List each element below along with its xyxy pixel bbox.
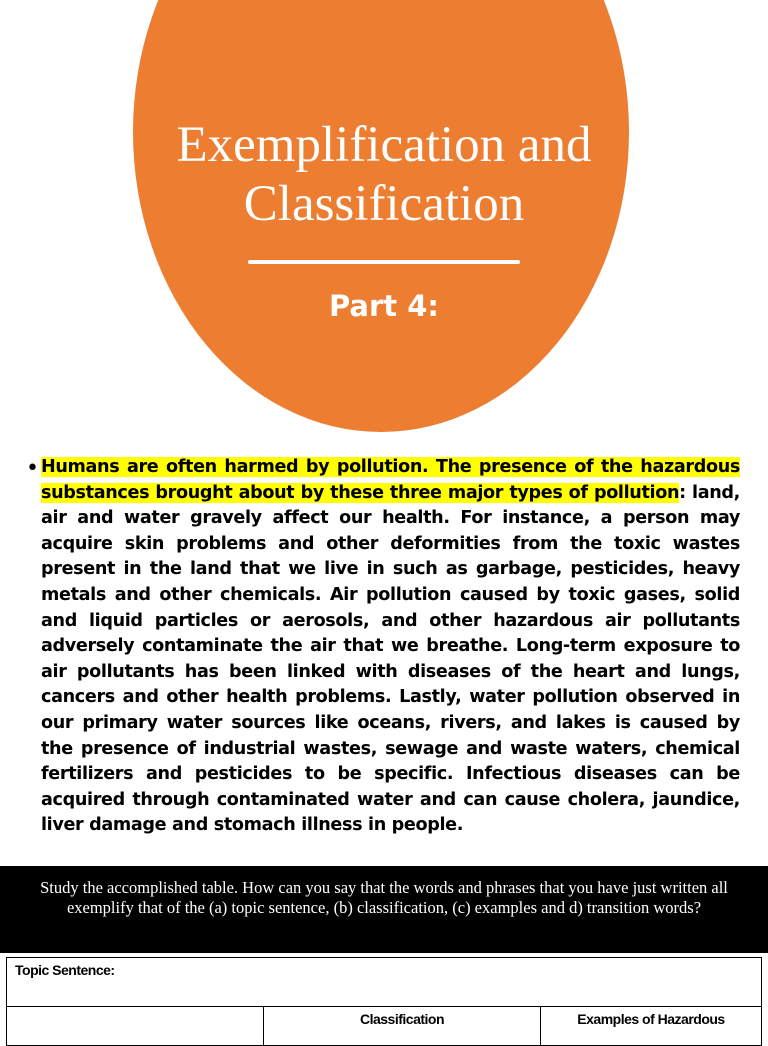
worksheet-table: [6, 957, 762, 1046]
slide-title: [134, 116, 634, 234]
slide-subtitle: Part 4:: [328, 289, 440, 323]
instruction-text: Study the accomplished table. How can you say that the words and phrases that you have just written all exemplify that of the (a) topic sentence, (b) classification, (c) examples and d) transition words?: [40, 878, 728, 917]
passage-body-text: : land, air and water gravely affect our health. For instance, a person may acquire skin problems and other deformities from the toxic wastes present in the land that we live in such as garbage, pesticides, heavy metals and other chemicals. Air pollution caused by toxic gases, solid and liquid particles or aerosols, and other hazardous air pollutants adversely contaminate the air that we breathe. Long-term exposure to air pollutants has been linked with diseases of the heart and lungs, cancers and other health problems. Lastly, water pollution observed in our primary water sources like oceans, rivers, and lakes is caused by the presence of industrial wastes, sewage and waste waters, chemical fertilizers and pesticides to be specific. Infectious diseases can be acquired through contaminated water and can cause cholera, jaundice, liver damage and stomach illness in people.: [41, 482, 740, 836]
instruction-box: [0, 866, 768, 953]
table-row: [7, 1007, 762, 1046]
passage-paragraph: [41, 455, 740, 839]
worksheet-area: [0, 953, 768, 1027]
table-header-empty: [7, 1007, 264, 1046]
title-divider: [248, 260, 520, 264]
topic-sentence-label: Topic Sentence:: [15, 962, 115, 978]
table-header-examples: Examples of Hazardous: [541, 1007, 762, 1046]
title-line-2: Classification: [243, 176, 525, 232]
table-header-classification: Classification: [264, 1007, 541, 1046]
highlighted-text: Humans are often harmed by pollution. The presence of the hazardous substances brought about by these three major types of pollution: [41, 457, 740, 503]
topic-sentence-cell[interactable]: [7, 958, 762, 1007]
title-line-1: Exemplification and: [176, 117, 592, 173]
passage-bullet: [26, 455, 740, 839]
table-row: [7, 958, 762, 1007]
bullet-icon: •: [26, 456, 39, 481]
